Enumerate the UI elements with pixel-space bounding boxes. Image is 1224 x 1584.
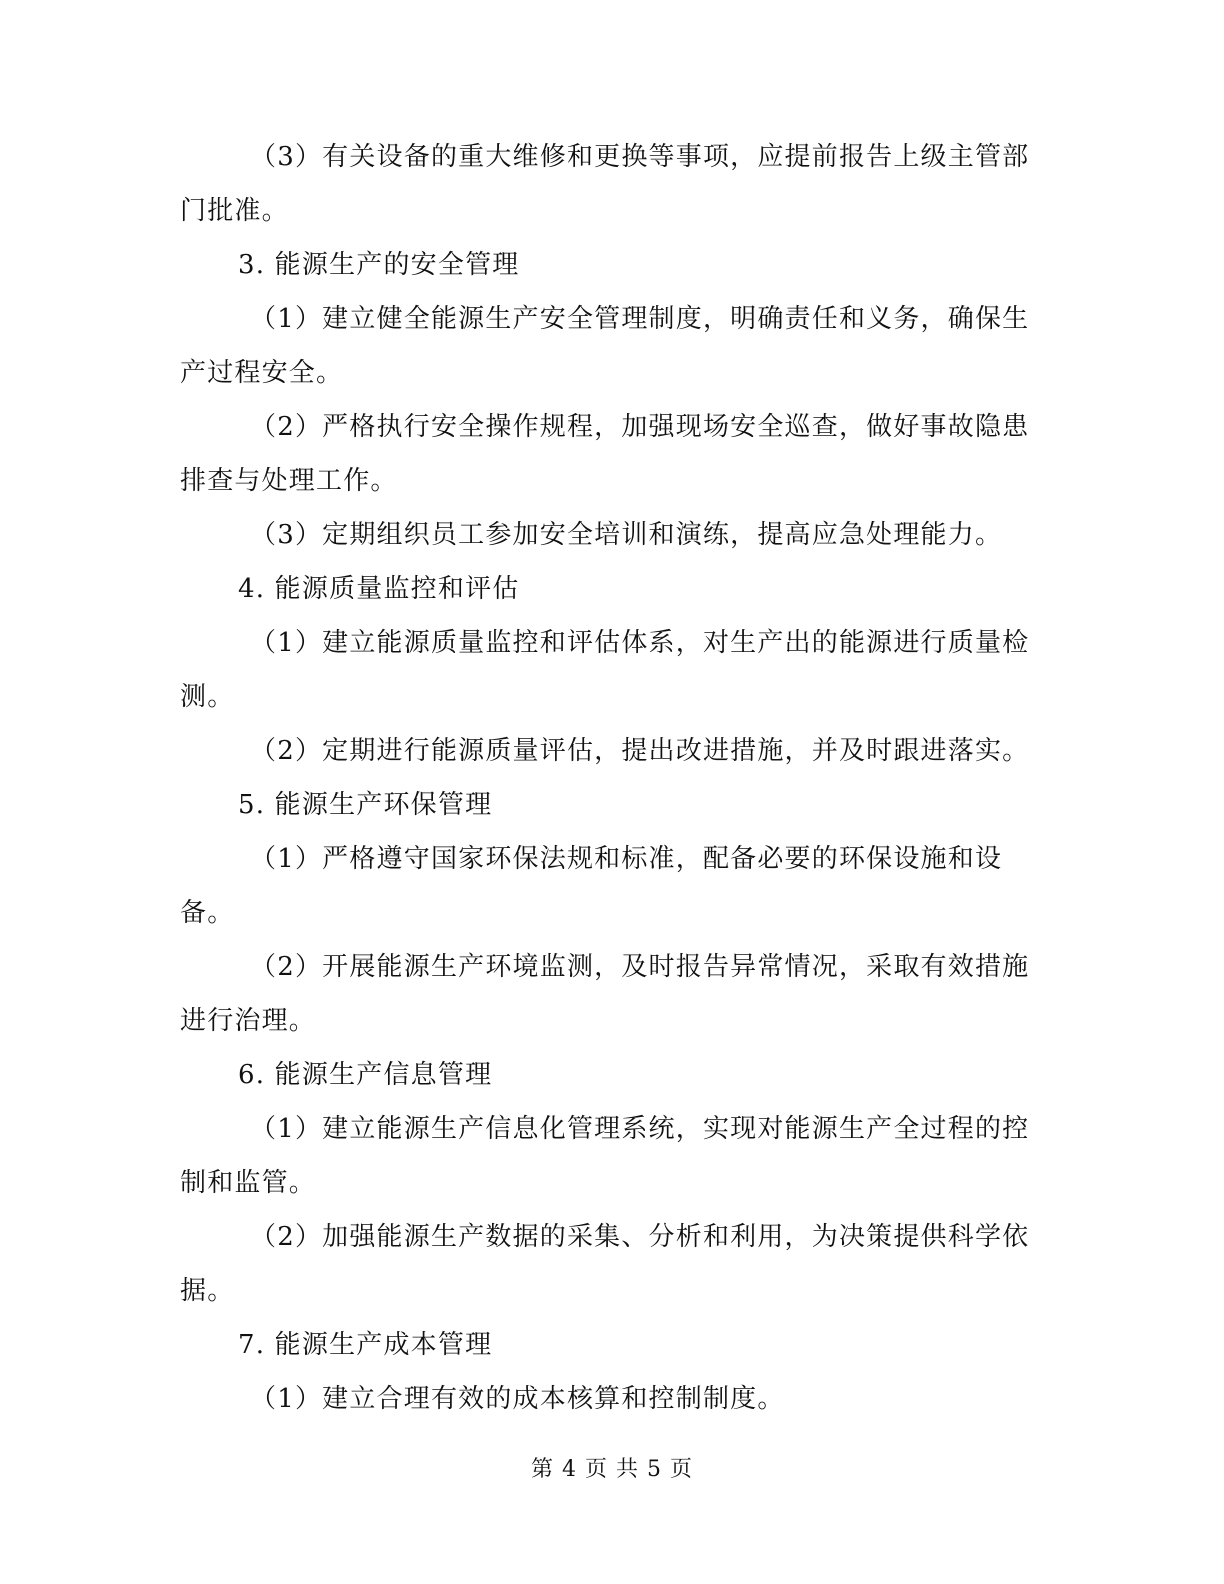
paragraph-item: （1）建立健全能源生产安全管理制度，明确责任和义务，确保生产过程安全。 <box>180 304 1030 388</box>
paragraph-item: （1）严格遵守国家环保法规和标准，配备必要的环保设施和设备。 <box>180 844 1003 928</box>
paragraph-item: （1）建立合理有效的成本核算和控制制度。 <box>250 1384 785 1414</box>
paragraph-item: （3）定期组织员工参加安全培训和演练，提高应急处理能力。 <box>250 520 1003 550</box>
document-body <box>180 130 1040 1426</box>
paragraph-item: （2）严格执行安全操作规程，加强现场安全巡查，做好事故隐患排查与处理工作。 <box>180 412 1030 496</box>
paragraph-item: （2）加强能源生产数据的采集、分析和利用，为决策提供科学依据。 <box>180 1222 1030 1306</box>
section-heading: 5. 能源生产环保管理 <box>238 790 493 820</box>
paragraph-item: （3）有关设备的重大维修和更换等事项，应提前报告上级主管部门批准。 <box>180 142 1030 226</box>
paragraph-item: （1）建立能源质量监控和评估体系，对生产出的能源进行质量检测。 <box>180 628 1030 712</box>
page-footer <box>0 1453 1224 1487</box>
section-heading: 4. 能源质量监控和评估 <box>238 574 520 604</box>
section-heading: 7. 能源生产成本管理 <box>238 1330 493 1360</box>
page-number-label: 第 4 页 共 5 页 <box>531 1457 693 1482</box>
paragraph-item: （2）开展能源生产环境监测，及时报告异常情况，采取有效措施进行治理。 <box>180 952 1030 1036</box>
section-heading: 6. 能源生产信息管理 <box>238 1060 493 1090</box>
paragraph-item: （2）定期进行能源质量评估，提出改进措施，并及时跟进落实。 <box>250 736 1030 766</box>
section-heading: 3. 能源生产的安全管理 <box>238 250 520 280</box>
paragraph-item: （1）建立能源生产信息化管理系统，实现对能源生产全过程的控制和监管。 <box>180 1114 1030 1198</box>
